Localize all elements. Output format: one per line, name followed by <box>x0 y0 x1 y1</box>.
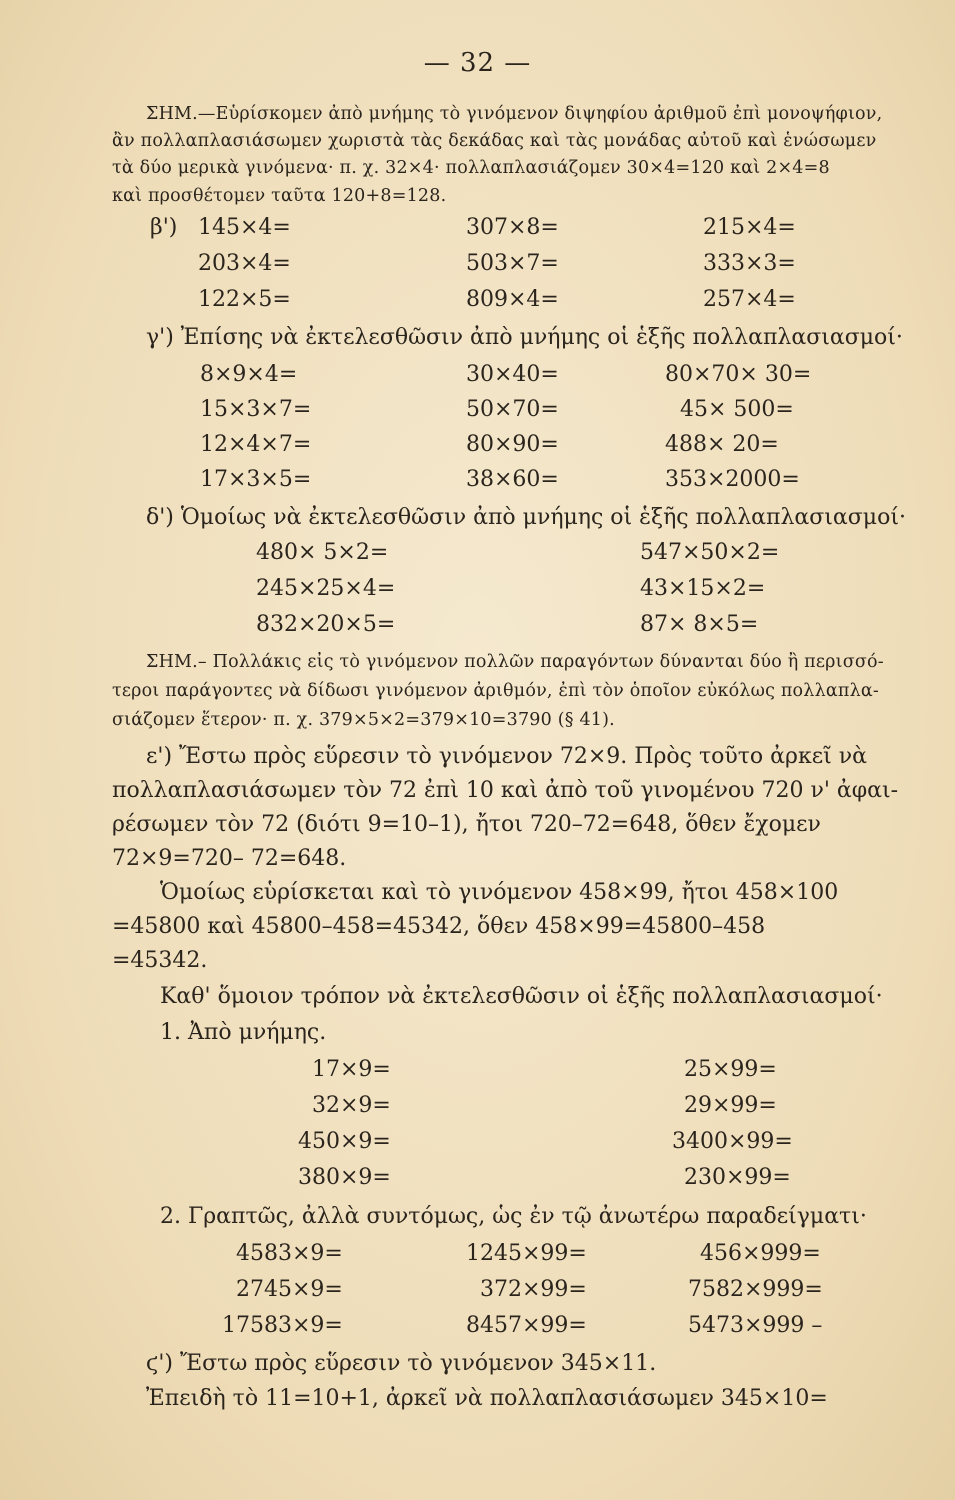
exercise: 7582×999= <box>688 1277 823 1302</box>
exercise: 80×90= <box>466 432 559 457</box>
exercise: 203×4= <box>198 251 291 276</box>
exercise: 12×4×7= <box>200 432 312 457</box>
note2-line-3: σιάζομεν ἕτερον· π. χ. 379×5×2=379×10=3790 (§ 41). <box>112 710 615 730</box>
exercise: 257×4= <box>703 287 796 312</box>
epsilon-line-3: ρέσωμεν τὸν 72 (διότι 9=10–1), ἤτοι 720–72=648, ὅθεν ἔχομεν <box>112 812 821 837</box>
note2-line-2: τεροι παράγοντες νὰ δίδωσι γινόμενον ἀριθμόν, ἐπὶ τὸν ὁποῖον εὐκόλως πολλαπλα- <box>112 681 880 701</box>
epsilon-line-1: ε') Ἔστω πρὸς εὕρεσιν τὸ γινόμενον 72×9. Πρὸς τοῦτο ἀρκεῖ νὰ <box>146 744 867 769</box>
exercise: 488× 20= <box>665 432 779 457</box>
exercise: 17×3×5= <box>200 467 312 492</box>
exercise: 3400×99= <box>672 1129 793 1154</box>
note1-line-2: ἂν πολλαπλασιάσωμεν χωριστὰ τὰς δεκάδας καὶ τὰς μονάδας αὐτοῦ καὶ ἑνώσωμεν <box>112 131 877 151</box>
exercise: 230×99= <box>684 1165 791 1190</box>
exercise: 480× 5×2= <box>256 540 389 565</box>
delta-heading: δ') Ὁμοίως νὰ ἐκτελεσθῶσιν ἀπὸ μνήμης οἱ ἑξῆς πολλαπλασιασμοί· <box>146 505 906 530</box>
exercise: 380×9= <box>298 1165 391 1190</box>
exercise: 372×99= <box>480 1277 587 1302</box>
exercise: 809×4= <box>466 287 559 312</box>
exercise: 5473×999 – <box>688 1313 823 1338</box>
gamma-heading: γ') Ἐπίσης νὰ ἐκτελεσθῶσιν ἀπὸ μνήμης οἱ ἑξῆς πολλαπλασιασμοί· <box>146 325 903 350</box>
epsilon-line-6: =45800 καὶ 45800–458=45342, ὅθεν 458×99=45800–458 <box>112 914 766 939</box>
exercise: 45× 500= <box>680 397 794 422</box>
exercise: 80×70× 30= <box>665 362 812 387</box>
exercise: 2745×9= <box>236 1277 343 1302</box>
epsilon-line-8: Καθ' ὅμοιον τρόπον νὰ ἐκτελεσθῶσιν οἱ ἑξῆς πολλαπλασιασμοί· <box>160 984 883 1009</box>
exercise: 15×3×7= <box>200 397 312 422</box>
exercise: 122×5= <box>198 287 291 312</box>
exercise: 8457×99= <box>466 1313 587 1338</box>
exercise: 17×9= <box>312 1057 391 1082</box>
exercise: 8×9×4= <box>200 362 298 387</box>
note2-line-1: ΣΗΜ.– Πολλάκις εἰς τὸ γινόμενον πολλῶν παραγόντων δύνανται δύο ἢ περισσό- <box>146 652 884 672</box>
stigma-line-1: ϛ') Ἔστω πρὸς εὕρεσιν τὸ γινόμενον 345×11. <box>146 1351 657 1376</box>
exercise: 547×50×2= <box>640 540 780 565</box>
beta-label: β') <box>150 215 178 240</box>
exercise: 25×99= <box>684 1057 777 1082</box>
exercise: 832×20×5= <box>256 612 396 637</box>
exercise: 245×25×4= <box>256 576 396 601</box>
note1-line-1: ΣΗΜ.—Εὑρίσκομεν ἀπὸ μνήμης τὸ γινόμενον διψηφίου ἀριθμοῦ ἐπὶ μονοψήφιον, <box>146 104 883 124</box>
exercise: 215×4= <box>703 215 796 240</box>
exercise: 38×60= <box>466 467 559 492</box>
exercise: 30×40= <box>466 362 559 387</box>
epsilon-line-4: 72×9=720– 72=648. <box>112 846 347 871</box>
note1-line-3: τὰ δύο μερικὰ γινόμενα· π. χ. 32×4· πολλαπλασιάζομεν 30×4=120 καὶ 2×4=8 <box>112 158 830 178</box>
epsilon-line-7: =45342. <box>112 948 208 973</box>
exercise: 456×999= <box>700 1241 821 1266</box>
exercise: 43×15×2= <box>640 576 766 601</box>
note1-line-4: καὶ προσθέτομεν ταῦτα 120+8=128. <box>112 186 447 206</box>
exercise: 32×9= <box>312 1093 391 1118</box>
exercise: 450×9= <box>298 1129 391 1154</box>
exercise: 353×2000= <box>665 467 800 492</box>
exercise: 29×99= <box>684 1093 777 1118</box>
epsilon-line-5: Ὁμοίως εὑρίσκεται καὶ τὸ γινόμενον 458×99, ἤτοι 458×100 <box>160 880 839 905</box>
stigma-line-2: Ἐπειδὴ τὸ 11=10+1, ἀρκεῖ νὰ πολλαπλασιάσωμεν 345×10= <box>146 1386 828 1411</box>
exercise: 50×70= <box>466 397 559 422</box>
exercise: 145×4= <box>198 215 291 240</box>
written-heading: 2. Γραπτῶς, ἀλλὰ συντόμως, ὡς ἐν τῷ ἀνωτέρω παραδείγματι· <box>160 1204 867 1229</box>
exercise: 17583×9= <box>222 1313 343 1338</box>
exercise: 503×7= <box>466 251 559 276</box>
exercise: 4583×9= <box>236 1241 343 1266</box>
memory-heading: 1. Ἀπὸ μνήμης. <box>160 1020 327 1045</box>
exercise: 1245×99= <box>466 1241 587 1266</box>
exercise: 307×8= <box>466 215 559 240</box>
exercise: 333×3= <box>703 251 796 276</box>
exercise: 87× 8×5= <box>640 612 759 637</box>
page-number: — 32 — <box>423 48 532 78</box>
epsilon-line-2: πολλαπλασιάσωμεν τὸν 72 ἐπὶ 10 καὶ ἀπὸ τοῦ γινομένου 720 ν' ἀφαι- <box>112 778 899 803</box>
